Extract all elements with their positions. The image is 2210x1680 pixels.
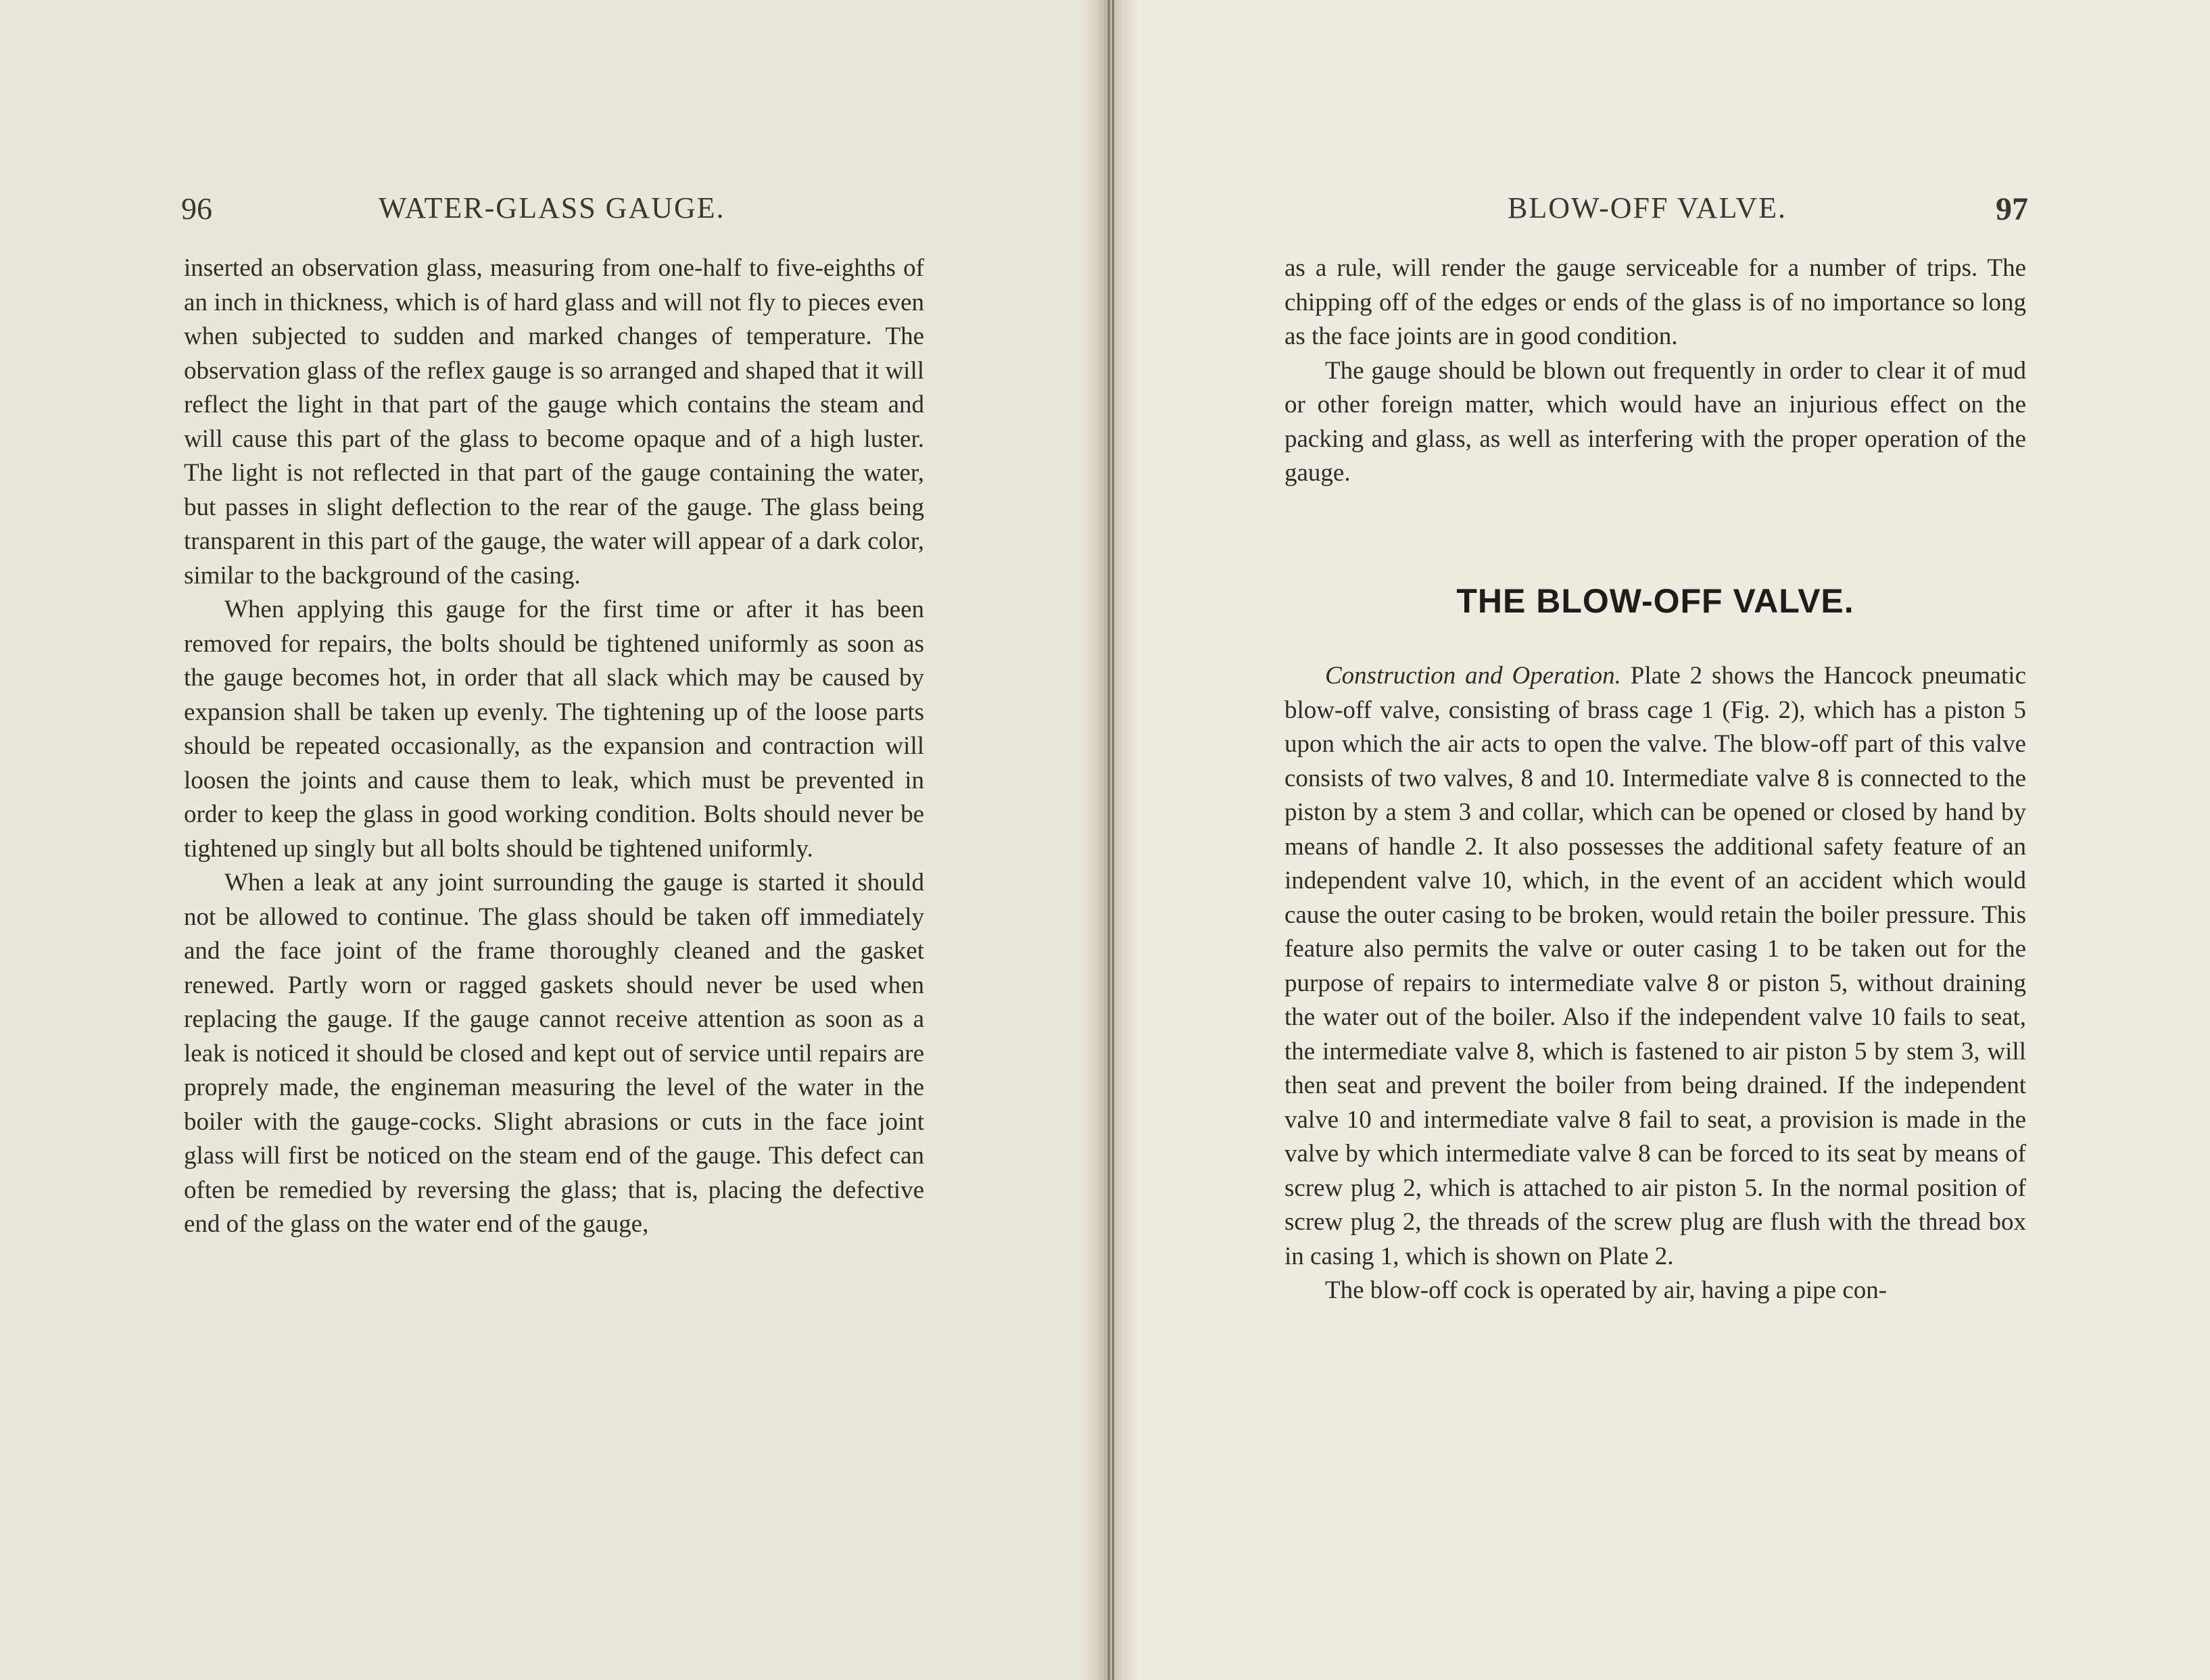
gutter-fold-line (1112, 0, 1114, 1680)
paragraph: as a rule, will render the gauge serviceable for a number of trips. The chipping off of the edges or ends of the glass is of no importance so long as the face joints are in good condition. (1284, 254, 2026, 350)
paragraph: When a leak at any joint surrounding the gauge is started it should not be allowed to continue. The glass should be taken off immediately and the face joint of the frame thoroughly cleaned and the gasket renewed. Partly worn or ragged gaskets should never be used when replacing the gauge. If the gauge cannot receive attention as soon as a leak is noticed it should be closed and kept out of service until repairs are proprely made, the engineman measuring the level of the water in the boiler with the gauge-cocks. Slight abrasions or cuts in the face joint glass will first be noticed on the steam end of the gauge. This defect can often be remedied by reversing the glass; that is, placing the defective end of the glass on the water end of the gauge, (184, 869, 924, 1238)
left-page-body (184, 251, 924, 1242)
right-page-body-top (1284, 251, 2026, 491)
left-page-number: 96 (181, 191, 212, 226)
section-heading: THE BLOW-OFF VALVE. (1456, 582, 1854, 620)
right-page-number: 97 (1996, 191, 2028, 227)
paragraph: The gauge should be blown out frequently in order to clear it of mud or other foreign matter, which would have an injurious effect on the packing and glass, as well as interfering with the proper operation of the gauge. (1284, 356, 2026, 487)
paragraph: The blow-off cock is operated by air, having a pipe con- (1325, 1276, 1888, 1304)
right-page-body-bottom (1284, 659, 2026, 1308)
book-gutter (1078, 0, 1139, 1680)
paragraph-text: Plate 2 shows the Hancock pneumatic blow-off valve, consisting of brass cage 1 (Fig. 2), which has a piston 5 upon which the air acts to open the valve. The blow-off part of this valve consists of two valves, 8 and 10. Intermediate valve 8 is connected to the piston by a stem 3 and collar, which can be opened or closed by hand by means of handle 2. It also possesses the additional safety feature of an independent valve 10, which, in the event of an accident which would cause the outer casing to be broken, would retain the boiler pressure. This feature also permits the valve or outer casing 1 to be taken out for the purpose of repairs to intermediate valve 8 or piston 5, without draining the water out of the boiler. Also if the independent valve 10 fails to seat, the intermediate valve 8, which is fastened to air piston 5 by stem 3, will then seat and prevent the boiler from being drained. If the independent valve 10 and intermediate valve 8 fail to seat, a provision is made in the valve by which intermediate valve 8 can be forced to its seat by means of screw plug 2, which is attached to air piston 5. In the normal position of screw plug 2, the threads of the screw plug are flush with the thread box in casing 1, which is shown on Plate 2. (1284, 662, 2027, 1270)
right-running-head: BLOW-OFF VALVE. (1508, 191, 1787, 224)
paragraph: inserted an observation glass, measuring from one-half to five-eighths of an inch in thickness, which is of hard glass and will not fly to pieces even when subjected to sudden and marked changes of temperature. The observation glass of the reflex gauge is so arranged and shaped that it will reflect the light in that part of the gauge which contains the steam and will cause this part of the glass to become opaque and of a high luster. The light is not reflected in that part of the gauge containing the water, but passes in slight deflection to the rear of the gauge. The glass being transparent in this part of the gauge, the water will appear of a dark color, similar to the background of the casing. (184, 254, 924, 590)
subsection-lead: Construction and Operation. (1325, 662, 1621, 690)
paragraph (1284, 659, 2026, 1274)
paragraph: When applying this gauge for the first time or after it has been removed for repairs, the bolts should be tightened uniformly as soon as the gauge becomes hot, in order that all slack which may be caused by expansion shall be taken up evenly. The tightening up of the loose parts should be repeated occasionally, as the expansion and contraction will loosen the joints and cause them to leak, which must be prevented in order to keep the glass in good working condition. Bolts should never be tightened up singly but all bolts should be tightened uniformly. (184, 596, 924, 863)
left-running-head: WATER-GLASS GAUGE. (379, 191, 725, 224)
